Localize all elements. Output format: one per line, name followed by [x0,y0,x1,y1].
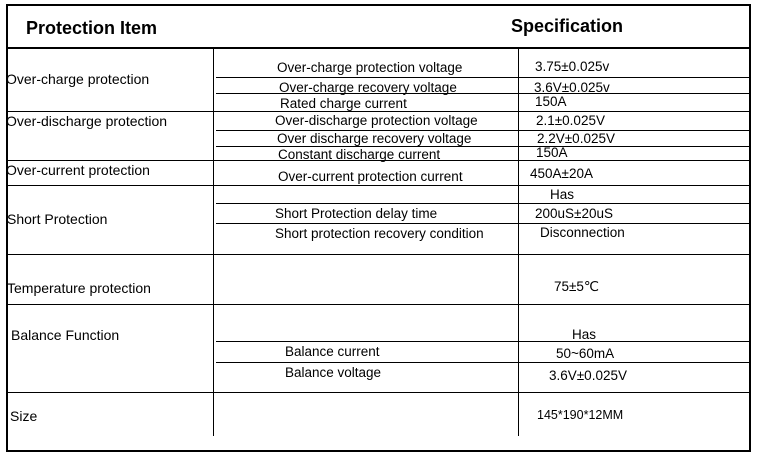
row-divider [6,111,751,112]
spec-value: 75±5℃ [554,279,600,294]
row-divider [216,77,751,78]
row-divider [6,185,751,186]
row-divider [6,254,751,255]
item-label: Over-current protection current [278,169,463,184]
spec-value: 2.2V±0.025V [537,131,615,146]
category-temperature: Temperature protection [7,280,151,296]
header-protection-item: Protection Item [26,18,158,38]
row-divider [216,362,751,363]
item-label: Over discharge recovery voltage [277,131,472,146]
row-divider [6,304,751,305]
item-label: Over-charge recovery voltage [279,80,457,95]
spec-value: Disconnection [540,225,625,240]
spec-value: Has [572,327,597,342]
item-label: Constant discharge current [278,147,441,162]
item-label: Balance voltage [285,365,382,380]
spec-value: 3.6V±0.025v [534,80,610,95]
category-over-charge: Over-charge protection [6,71,150,87]
spec-value: 2.1±0.025V [536,113,605,128]
spec-value: 50~60mA [556,346,615,361]
item-label: Rated charge current [280,96,407,111]
item-label: Over-discharge protection voltage [275,113,478,128]
category-balance: Balance Function [11,327,120,343]
spec-value: Has [550,187,575,202]
item-label: Short protection recovery condition [275,226,484,241]
category-over-current: Over-current protection [6,162,150,178]
spec-value: 450A±20A [530,166,593,181]
category-size: Size [10,408,38,424]
spec-value: 200uS±20uS [535,206,613,221]
category-over-discharge: Over-discharge protection [6,113,168,129]
item-label: Over-charge protection voltage [277,60,463,75]
row-divider [6,392,751,393]
row-divider [216,203,751,204]
spec-value: 150A [536,145,568,160]
row-divider [216,341,751,342]
spec-value: 145*190*12MM [537,408,624,422]
row-divider [216,223,751,224]
header-specification: Specification [511,16,624,36]
column-divider [213,47,214,436]
header-divider [6,47,751,49]
category-short-protection: Short Protection [7,211,108,227]
item-label: Short Protection delay time [275,206,438,221]
spec-value: 3.75±0.025v [535,59,610,74]
item-label: Balance current [285,344,380,359]
spec-value: 3.6V±0.025V [549,368,627,383]
spec-value: 150A [535,94,567,109]
column-divider [518,47,519,436]
